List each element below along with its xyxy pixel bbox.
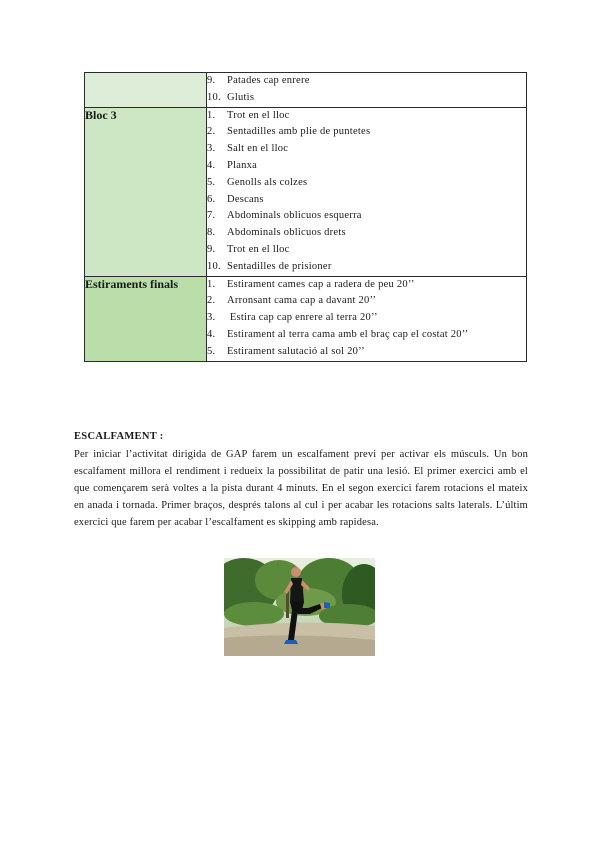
item-text: Trot en el lloc [227,109,290,121]
runner-photo-illustration [224,558,375,656]
list-item [207,158,526,175]
list-item [207,225,526,242]
item-number: 10. [207,91,221,103]
row-label: Estiraments finals [85,276,178,291]
item-number: 3. [207,312,216,324]
warmup-paragraph: Per iniciar l’activitat dirigida de GAP farem un escalfament previ per activar els músculs. Un bon escalfament millora el rendiment i redueix la possibilitat de patir una lesió. El primer exercici amb el que començarem serà voltes a la pista durant 4 minuts. En el segon exercici farem rotacions el mateix en anada i tornada. Primer braços, després talons al cul i per acabar les rotacions salts laterals. L’últim exercici que farem per acabar l’escalfament es skipping amb rapidesa. [74,449,528,528]
item-number: 8. [207,227,216,239]
training-plan-table [84,72,527,362]
item-text: Trot en el lloc [227,243,290,255]
table-row [85,107,527,276]
table-row [85,276,527,361]
exercise-list [207,108,526,276]
exercise-list [207,277,526,361]
list-item [207,293,526,310]
item-text: Sentadilles de prisioner [227,260,332,272]
item-text: Estirament cames cap a radera de peu 20’’ [227,278,415,290]
warmup-heading: ESCALFAMENT : [74,431,164,442]
item-number: 4. [207,328,216,340]
list-item [207,73,526,90]
item-text: Planxa [227,159,258,171]
list-item [207,108,526,125]
item-text: Descans [227,193,264,205]
row-label-cell [85,276,207,361]
list-item [207,242,526,259]
list-item [207,192,526,209]
item-text: Sentadilles amb plie de puntetes [227,126,371,138]
list-item [207,124,526,141]
item-number: 7. [207,210,216,222]
row-label: Bloc 3 [85,107,117,122]
item-text: Genolls als colzes [227,176,308,188]
item-text: Salt en el lloc [227,143,289,155]
runner-photo [224,558,375,656]
item-text: Abdominals oblicuos esquerra [227,210,362,222]
item-number: 1. [207,109,216,121]
item-number: 5. [207,176,216,188]
list-item [207,259,526,276]
item-number: 9. [207,243,216,255]
list-item [207,175,526,192]
item-number: 6. [207,193,216,205]
item-text: Estira cap cap enrere al terra 20’’ [227,312,378,324]
exercise-list-cell [207,73,527,108]
list-item [207,141,526,158]
item-number: 3. [207,143,216,155]
warmup-section [74,430,528,531]
exercise-list-cell [207,276,527,361]
item-number: 1. [207,278,216,290]
item-text: Abdominals oblicuos drets [227,227,346,239]
item-number: 5. [207,345,216,357]
exercise-list [207,73,526,107]
item-text: Estirament al terra cama amb el braç cap el costat 20’’ [227,328,469,340]
item-number: 10. [207,260,221,272]
list-item [207,344,526,361]
item-text: Glutis [227,91,255,103]
item-text: Estirament salutació al sol 20’’ [227,345,365,357]
item-number: 9. [207,75,216,86]
list-item [207,310,526,327]
exercise-list-cell [207,107,527,276]
item-number: 4. [207,159,216,171]
table-row [85,73,527,108]
list-item [207,90,526,107]
item-number: 2. [207,295,216,307]
list-item [207,208,526,225]
list-item [207,277,526,294]
row-label-cell [85,73,207,108]
row-label-cell [85,107,207,276]
item-text: Patades cap enrere [227,75,310,86]
list-item [207,327,526,344]
item-number: 2. [207,126,216,138]
item-text: Arronsant cama cap a davant 20’’ [227,295,377,307]
